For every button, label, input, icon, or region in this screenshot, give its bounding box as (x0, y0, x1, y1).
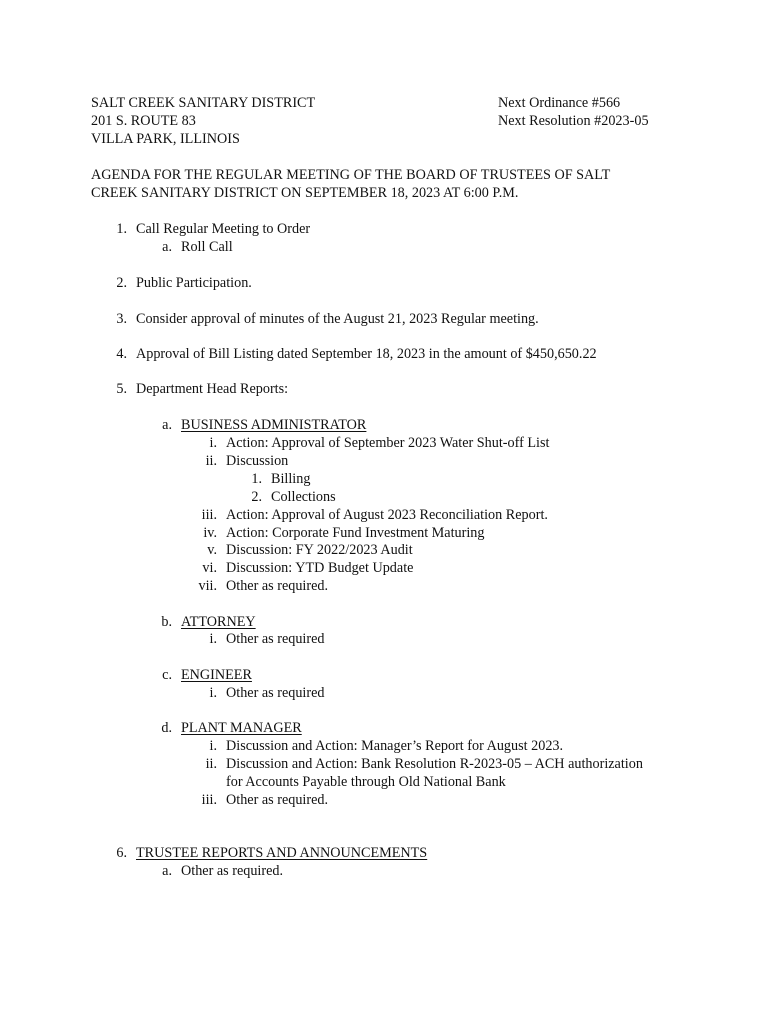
roman-numeral: vi. (202, 560, 217, 576)
sub-text: Billing (271, 471, 311, 487)
subitem-letter: a. (162, 239, 172, 255)
item-text: Call Regular Meeting to Order (136, 221, 311, 237)
item-number: 2. (116, 275, 127, 291)
next-ordinance: Next Ordinance #566 (498, 95, 621, 111)
section-item-text: Discussion and Action: Manager’s Report for August 2023. (226, 738, 564, 754)
section-item-text: Action: Approval of September 2023 Water Shut-off List (226, 435, 550, 451)
org-name: SALT CREEK SANITARY DISTRICT (91, 95, 316, 111)
subitem-text: Roll Call (181, 239, 233, 255)
section-heading: ENGINEER (181, 667, 252, 683)
section-letter: c. (162, 667, 172, 683)
item-number: 6. (116, 845, 127, 861)
sub-number: 2. (251, 489, 262, 505)
section-heading: ATTORNEY (181, 614, 256, 630)
item-number: 1. (116, 221, 127, 237)
section-item-text: Other as required (226, 685, 325, 701)
section-heading: BUSINESS ADMINISTRATOR (181, 417, 367, 433)
item-text: Consider approval of minutes of the August 21, 2023 Regular meeting. (136, 311, 539, 327)
org-city: VILLA PARK, ILLINOIS (91, 131, 240, 147)
item-text: Department Head Reports: (136, 381, 289, 397)
section-item-text: Other as required. (226, 578, 329, 594)
roman-numeral: i. (209, 631, 217, 647)
item-text: TRUSTEE REPORTS AND ANNOUNCEMENTS (136, 845, 428, 861)
sub-number: 1. (251, 471, 262, 487)
section-item-text: Other as required. (226, 792, 329, 808)
section-item-text: Discussion (226, 453, 289, 469)
roman-numeral: iii. (201, 792, 217, 808)
section-letter: a. (162, 417, 172, 433)
roman-numeral: ii. (205, 453, 217, 469)
item-number: 3. (116, 311, 127, 327)
subitem-letter: a. (162, 863, 172, 879)
sub-text: Collections (271, 489, 336, 505)
section-item-text-continued: for Accounts Payable through Old National Bank (226, 774, 506, 790)
section-item-text: Action: Approval of August 2023 Reconciliation Report. (226, 507, 548, 523)
section-item-text: Action: Corporate Fund Investment Maturing (226, 525, 485, 541)
roman-numeral: i. (209, 435, 217, 451)
roman-numeral: ii. (205, 756, 217, 772)
item-number: 4. (116, 346, 127, 362)
item-text: Public Participation. (136, 275, 252, 291)
item-number: 5. (116, 381, 127, 397)
section-item-text: Discussion: FY 2022/2023 Audit (226, 542, 413, 558)
subitem-text: Other as required. (181, 863, 284, 879)
next-resolution: Next Resolution #2023-05 (498, 113, 649, 129)
roman-numeral: vii. (198, 578, 217, 594)
section-letter: b. (161, 614, 172, 630)
roman-numeral: iv. (203, 525, 217, 541)
section-item-text: Discussion: YTD Budget Update (226, 560, 414, 576)
section-item-text: Other as required (226, 631, 325, 647)
item-text: Approval of Bill Listing dated September 18, 2023 in the amount of $450,650.22 (136, 346, 597, 362)
agenda-title-line1: AGENDA FOR THE REGULAR MEETING OF THE BOARD OF TRUSTEES OF SALT (91, 167, 611, 183)
roman-numeral: i. (209, 738, 217, 754)
roman-numeral: v. (207, 542, 217, 558)
roman-numeral: i. (209, 685, 217, 701)
org-address: 201 S. ROUTE 83 (91, 113, 196, 129)
section-heading: PLANT MANAGER (181, 720, 302, 736)
section-letter: d. (161, 720, 172, 736)
section-item-text: Discussion and Action: Bank Resolution R-2023-05 – ACH authorization (226, 756, 643, 772)
roman-numeral: iii. (201, 507, 217, 523)
agenda-title-line2: CREEK SANITARY DISTRICT ON SEPTEMBER 18, 2023 AT 6:00 P.M. (91, 185, 519, 201)
